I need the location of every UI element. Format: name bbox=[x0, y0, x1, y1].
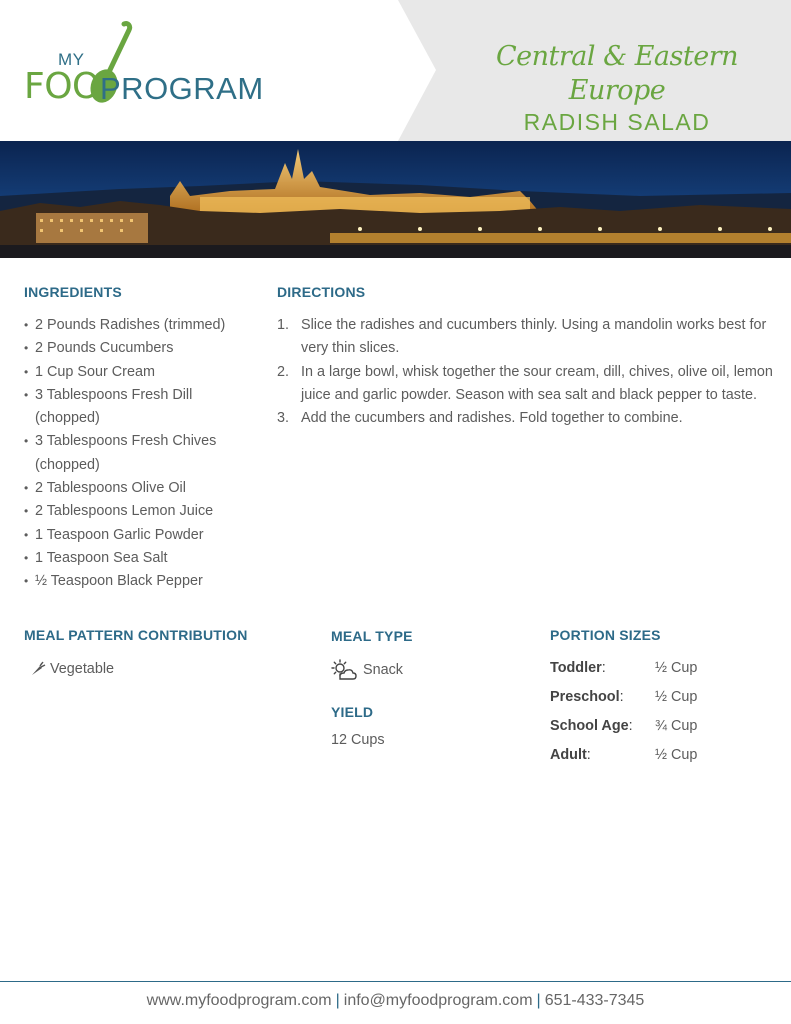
ingredient-item: • 2 Tablespoons Lemon Juice bbox=[24, 500, 254, 523]
dish-title: RADISH SALAD bbox=[523, 109, 711, 135]
recipe-title-block bbox=[452, 40, 782, 136]
step-text: Add the cucumbers and radishes. Fold together to combine. bbox=[301, 410, 683, 427]
portion-value: ½ Cup bbox=[655, 689, 698, 705]
ingredient-item: • 2 Pounds Radishes (trimmed) bbox=[24, 314, 254, 337]
direction-step bbox=[277, 361, 777, 408]
portion-label: Toddler bbox=[550, 660, 602, 676]
logo-my-text: MY bbox=[58, 50, 85, 69]
step-text: In a large bowl, whisk together the sour cream, dill, chives, olive oil, lemon juice and garlic powder. Season with sea salt and black pepper to taste. bbox=[301, 363, 773, 403]
ingredient-item: • 1 Teaspoon Sea Salt bbox=[24, 547, 254, 570]
direction-step bbox=[277, 314, 777, 361]
portion-sizes-heading: PORTION SIZES bbox=[550, 627, 661, 643]
directions-heading: DIRECTIONS bbox=[277, 284, 366, 300]
ingredient-item: • 1 Teaspoon Garlic Powder bbox=[24, 524, 254, 547]
footer-separator: | bbox=[536, 992, 541, 1009]
ingredients-list bbox=[24, 314, 254, 594]
logo-food-text: FOO bbox=[24, 66, 100, 107]
portion-label-colon: : bbox=[601, 660, 606, 676]
phone-number: 651-433-7345 bbox=[544, 992, 645, 1009]
ingredients-heading: INGREDIENTS bbox=[24, 284, 122, 300]
meal-pattern-heading: MEAL PATTERN CONTRIBUTION bbox=[24, 627, 248, 643]
portion-row-toddler bbox=[550, 660, 697, 676]
website-link[interactable]: www.myfoodprogram.com bbox=[146, 992, 332, 1009]
portion-row-preschool bbox=[550, 689, 697, 705]
page-footer bbox=[0, 992, 791, 1010]
portion-label-colon: : bbox=[619, 689, 624, 705]
portion-value: ¾ Cup bbox=[655, 718, 698, 734]
step-number: 3. bbox=[277, 410, 290, 427]
step-number: 1. bbox=[277, 317, 290, 333]
ingredient-item: • 2 Pounds Cucumbers bbox=[24, 337, 254, 360]
portion-label: Preschool bbox=[550, 689, 620, 705]
ingredient-item: • 3 Tablespoons Fresh Chives (chopped) bbox=[24, 430, 254, 477]
ingredient-item: • 2 Tablespoons Olive Oil bbox=[24, 477, 254, 500]
page-header bbox=[0, 0, 791, 141]
directions-list bbox=[277, 314, 777, 430]
carrot-icon bbox=[30, 661, 46, 677]
portion-value: ½ Cup bbox=[655, 660, 698, 676]
meal-type-item bbox=[331, 659, 403, 681]
meal-pattern-value: Vegetable bbox=[50, 661, 115, 677]
portion-value: ½ Cup bbox=[655, 747, 698, 763]
meal-type-value: Snack bbox=[363, 662, 403, 678]
ingredient-item: • 3 Tablespoons Fresh Dill (chopped) bbox=[24, 384, 254, 431]
sun-cloud-icon bbox=[331, 659, 357, 681]
ingredient-item: • ½ Teaspoon Black Pepper bbox=[24, 570, 254, 593]
city-night-banner-image bbox=[0, 141, 791, 258]
my-food-program-logo bbox=[22, 20, 312, 110]
direction-step bbox=[277, 407, 777, 430]
footer-divider bbox=[0, 981, 791, 982]
meal-type-heading: MEAL TYPE bbox=[331, 628, 413, 644]
portion-label-colon: : bbox=[628, 718, 633, 734]
cuisine-title: Central & Eastern Europe bbox=[495, 41, 738, 106]
logo-program-text: PROGRAM bbox=[100, 71, 264, 106]
yield-heading: YIELD bbox=[331, 704, 374, 720]
yield-value: 12 Cups bbox=[331, 732, 385, 748]
footer-separator: | bbox=[335, 992, 340, 1009]
step-number: 2. bbox=[277, 363, 290, 380]
step-text: Slice the radishes and cucumbers thinly. Using a mandolin works best for very thin slices. bbox=[301, 317, 767, 357]
portion-row-school-age bbox=[550, 718, 697, 734]
portion-label: School Age bbox=[550, 718, 629, 734]
ingredient-item: • 1 Cup Sour Cream bbox=[24, 361, 254, 384]
meal-pattern-item bbox=[30, 661, 114, 677]
portion-label-colon: : bbox=[586, 747, 591, 763]
portion-label: Adult bbox=[550, 747, 587, 763]
portion-row-adult bbox=[550, 747, 697, 763]
email-link[interactable]: info@myfoodprogram.com bbox=[343, 992, 533, 1009]
